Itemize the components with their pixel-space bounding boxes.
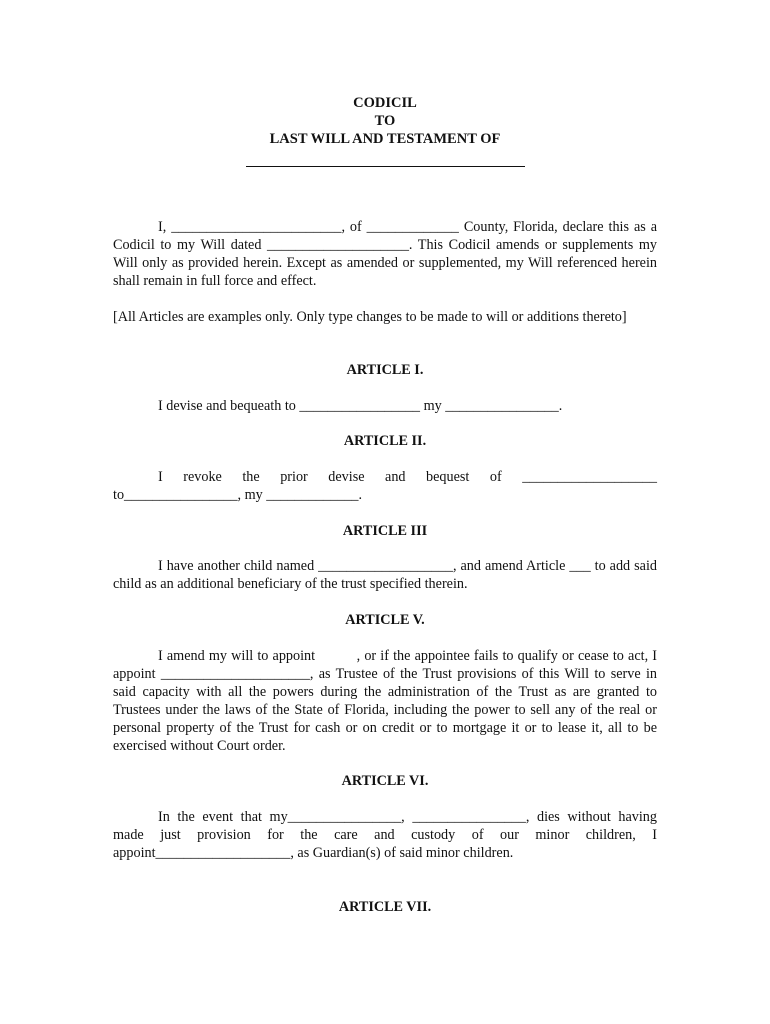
- article-1-paragraph: [113, 397, 657, 415]
- article-2-word: devise: [328, 469, 365, 485]
- article-6-heading: ARTICLE VI.: [341, 773, 429, 789]
- article-5-paragraph: [113, 647, 661, 755]
- intro-text: I, ________________________, of _____________ County, Florida, declare this as a Codicil to my Will dated ____________________. This Codicil amends or supplements my Will only as provided herein. Except as amended or supplemented, my Will referenced herein shall remain in full force and effect.: [113, 219, 657, 289]
- article-3-text: I have another child named ___________________, and amend Article ___ to add said child as an additional beneficiary of the trust specified therein.: [113, 558, 657, 592]
- articles-note: [All Articles are examples only. Only type changes to be made to will or additions thereto]: [113, 309, 627, 325]
- article-2-word: revoke: [183, 469, 222, 485]
- article-1-text: I devise and bequeath to _________________ my ________________.: [158, 398, 563, 414]
- article-2-line-2: to________________, my _____________.: [113, 487, 363, 503]
- article-2-word: ___________________: [522, 469, 657, 485]
- article-2-word: prior: [280, 469, 308, 485]
- document-title-to: TO: [374, 113, 396, 129]
- testator-name-line: [246, 166, 525, 167]
- article-2-heading: ARTICLE II.: [343, 433, 427, 449]
- article-2-word: and: [385, 469, 406, 485]
- article-3-paragraph: [113, 557, 657, 593]
- article-3-heading: ARTICLE III: [342, 523, 428, 539]
- article-5-text: I amend my will to appoint , or if the appointee fails to qualify or cease to act, I appoint _____________________, as Trustee of the Trust provisions of this Will to serve in said capacity with all the powers during the administration of the Trust as are granted to Trustees under the laws of the State of Florida, including the power to sell any of the real or personal property of the Trust for cash or on credit or to mortgage it or to lease it, all to be exercised without Court order.: [113, 648, 661, 754]
- intro-paragraph: [113, 218, 657, 290]
- article-6-text: In the event that my________________, ________________, dies without having made just provision for the care and custody of our minor children, I appoint___________________, as Guardian(s) of said minor children.: [113, 809, 657, 861]
- article-7-heading: ARTICLE VII.: [338, 899, 432, 915]
- article-6-paragraph: [113, 808, 657, 862]
- article-2-word: the: [242, 469, 260, 485]
- document-title-testament: LAST WILL AND TESTAMENT OF: [269, 131, 501, 147]
- document-title-codicil: CODICIL: [353, 95, 417, 111]
- article-5-heading: ARTICLE V.: [345, 612, 425, 628]
- article-2-line-1: [158, 468, 657, 486]
- article-2-word: of: [489, 469, 502, 485]
- article-2-word: I: [158, 469, 163, 485]
- article-2-word: bequest: [426, 469, 470, 485]
- article-1-heading: ARTICLE I.: [346, 362, 424, 378]
